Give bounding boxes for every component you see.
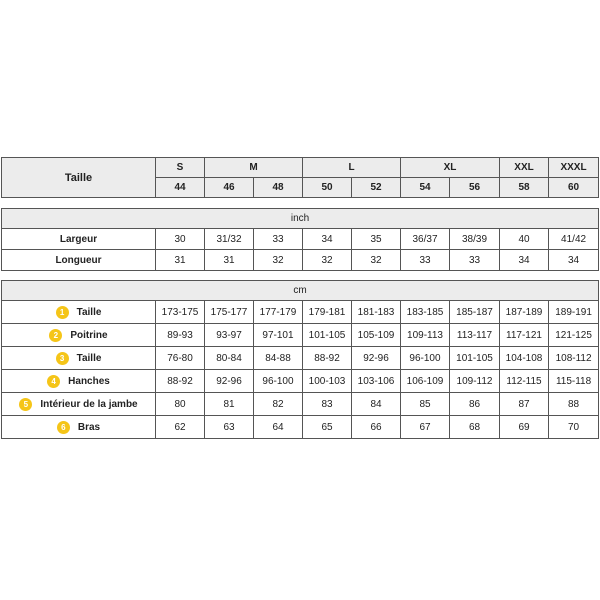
cell-value: 31 — [205, 250, 254, 271]
cell-value: 88 — [549, 393, 599, 416]
cell-value: 185-187 — [450, 301, 500, 324]
cell-value: 96-100 — [401, 347, 450, 370]
table-row — [2, 347, 599, 370]
size-letter: XL — [401, 158, 500, 178]
cell-value: 32 — [352, 250, 401, 271]
cell-value: 88-92 — [156, 370, 205, 393]
number-badge-icon: 3 — [56, 352, 69, 365]
cell-value: 84 — [352, 393, 401, 416]
size-number: 46 — [205, 178, 254, 198]
size-letter: L — [303, 158, 401, 178]
table-row — [2, 250, 599, 271]
number-badge-icon: 5 — [19, 398, 32, 411]
size-number: 60 — [549, 178, 599, 198]
cell-value: 101-105 — [450, 347, 500, 370]
row-label-text: Taille — [76, 306, 102, 318]
cell-value: 84-88 — [254, 347, 303, 370]
cell-value: 34 — [549, 250, 599, 271]
row-label: Longueur — [2, 250, 156, 271]
cell-value: 103-106 — [352, 370, 401, 393]
number-badge-icon: 1 — [56, 306, 69, 319]
cell-value: 38/39 — [450, 229, 500, 250]
cell-value: 112-115 — [500, 370, 549, 393]
cell-value: 92-96 — [352, 347, 401, 370]
row-label — [2, 347, 156, 370]
cell-value: 177-179 — [254, 301, 303, 324]
cell-value: 179-181 — [303, 301, 352, 324]
cell-value: 82 — [254, 393, 303, 416]
cell-value: 33 — [450, 250, 500, 271]
cell-value: 64 — [254, 416, 303, 439]
cell-value: 62 — [156, 416, 205, 439]
number-badge-icon: 2 — [49, 329, 62, 342]
cell-value: 32 — [254, 250, 303, 271]
cell-value: 181-183 — [352, 301, 401, 324]
inch-table — [1, 208, 599, 271]
table-row — [2, 416, 599, 439]
row-label-text: Poitrine — [70, 329, 108, 341]
row-label — [2, 370, 156, 393]
table-row — [2, 324, 599, 347]
size-letter-row — [2, 158, 599, 178]
cell-value: 31/32 — [205, 229, 254, 250]
inch-title-row — [2, 209, 599, 229]
cell-value: 115-118 — [549, 370, 599, 393]
size-letter: S — [156, 158, 205, 178]
cell-value: 80-84 — [205, 347, 254, 370]
cell-value: 109-112 — [450, 370, 500, 393]
cell-value: 97-101 — [254, 324, 303, 347]
table-row — [2, 229, 599, 250]
cell-value: 80 — [156, 393, 205, 416]
cm-title: cm — [2, 281, 599, 301]
size-number: 44 — [156, 178, 205, 198]
size-number: 50 — [303, 178, 352, 198]
cell-value: 108-112 — [549, 347, 599, 370]
row-label-text: Hanches — [68, 375, 110, 387]
cell-value: 101-105 — [303, 324, 352, 347]
cell-value: 70 — [549, 416, 599, 439]
cell-value: 117-121 — [500, 324, 549, 347]
cell-value: 175-177 — [205, 301, 254, 324]
cell-value: 76-80 — [156, 347, 205, 370]
cell-value: 69 — [500, 416, 549, 439]
row-label-text: Bras — [77, 421, 101, 433]
cell-value: 100-103 — [303, 370, 352, 393]
size-letter: M — [205, 158, 303, 178]
cell-value: 81 — [205, 393, 254, 416]
cell-value: 35 — [352, 229, 401, 250]
cell-value: 93-97 — [205, 324, 254, 347]
cell-value: 92-96 — [205, 370, 254, 393]
size-letter: XXXL — [549, 158, 599, 178]
cell-value: 106-109 — [401, 370, 450, 393]
table-row — [2, 301, 599, 324]
row-label-text: Intérieur de la jambe — [40, 398, 138, 410]
cell-value: 89-93 — [156, 324, 205, 347]
table-row — [2, 370, 599, 393]
cell-value: 183-185 — [401, 301, 450, 324]
cell-value: 88-92 — [303, 347, 352, 370]
cell-value: 105-109 — [352, 324, 401, 347]
size-number: 56 — [450, 178, 500, 198]
table-row — [2, 393, 599, 416]
cell-value: 85 — [401, 393, 450, 416]
row-label — [2, 324, 156, 347]
size-letter: XXL — [500, 158, 549, 178]
cell-value: 68 — [450, 416, 500, 439]
cell-value: 113-117 — [450, 324, 500, 347]
cell-value: 96-100 — [254, 370, 303, 393]
cm-table — [1, 280, 599, 439]
cell-value: 40 — [500, 229, 549, 250]
cell-value: 104-108 — [500, 347, 549, 370]
cell-value: 65 — [303, 416, 352, 439]
cell-value: 121-125 — [549, 324, 599, 347]
cell-value: 83 — [303, 393, 352, 416]
cell-value: 67 — [401, 416, 450, 439]
size-header-table — [1, 157, 599, 198]
row-label-text: Taille — [76, 352, 102, 364]
cell-value: 33 — [401, 250, 450, 271]
cell-value: 31 — [156, 250, 205, 271]
row-label: Largeur — [2, 229, 156, 250]
row-label — [2, 393, 156, 416]
cell-value: 33 — [254, 229, 303, 250]
cell-value: 187-189 — [500, 301, 549, 324]
cell-value: 32 — [303, 250, 352, 271]
cell-value: 63 — [205, 416, 254, 439]
size-number: 54 — [401, 178, 450, 198]
cell-value: 41/42 — [549, 229, 599, 250]
row-label — [2, 301, 156, 324]
cell-value: 87 — [500, 393, 549, 416]
number-badge-icon: 4 — [47, 375, 60, 388]
cell-value: 36/37 — [401, 229, 450, 250]
cell-value: 109-113 — [401, 324, 450, 347]
number-badge-icon: 6 — [57, 421, 70, 434]
cell-value: 173-175 — [156, 301, 205, 324]
inch-title: inch — [2, 209, 599, 229]
size-number: 52 — [352, 178, 401, 198]
cell-value: 66 — [352, 416, 401, 439]
size-number: 58 — [500, 178, 549, 198]
cell-value: 34 — [500, 250, 549, 271]
row-label — [2, 416, 156, 439]
cell-value: 189-191 — [549, 301, 599, 324]
cell-value: 30 — [156, 229, 205, 250]
cell-value: 34 — [303, 229, 352, 250]
size-number: 48 — [254, 178, 303, 198]
cell-value: 86 — [450, 393, 500, 416]
cm-title-row — [2, 281, 599, 301]
taille-header-label: Taille — [2, 158, 156, 198]
